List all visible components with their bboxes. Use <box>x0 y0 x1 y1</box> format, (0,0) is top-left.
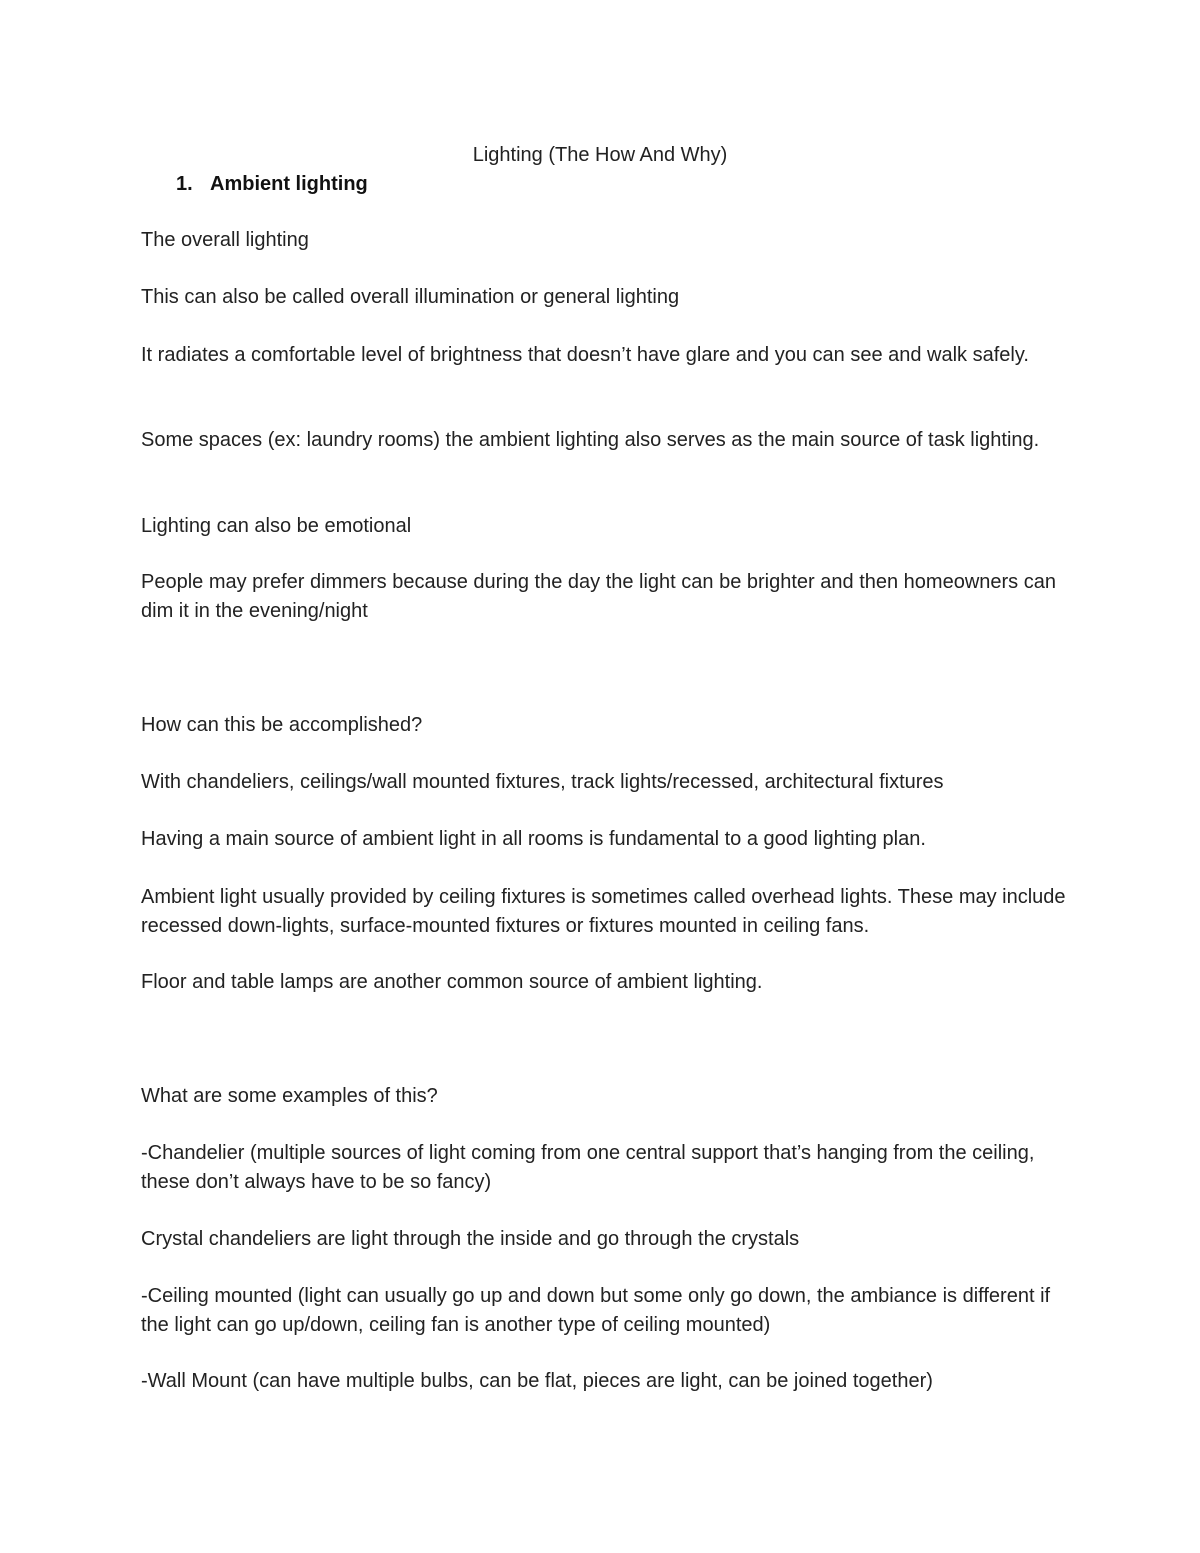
paragraph-crystal-chandeliers: Crystal chandeliers are light through the inside and go through the crystals <box>141 1228 800 1250</box>
paragraph-ceiling-mounted: -Ceiling mounted (light can usually go up and down but some only go down, the ambiance is different if the light can go up/down, ceiling fan is another type of ceiling mounted) <box>141 1285 1051 1336</box>
paragraph-floor-table-lamps: Floor and table lamps are another common source of ambient lighting. <box>141 971 763 993</box>
section-number: 1. <box>176 173 193 195</box>
paragraph-dimmers: People may prefer dimmers because during the day the light can be brighter and then homeowners can dim it in the evening/night <box>141 571 1056 622</box>
paragraph-main-source: Having a main source of ambient light in all rooms is fundamental to a good lighting plan. <box>141 828 926 850</box>
paragraph-emotional: Lighting can also be emotional <box>141 515 412 537</box>
paragraph-overhead-lights: Ambient light usually provided by ceiling fixtures is sometimes called overhead lights. These may include recessed down-lights, surface-mounted fixtures or fixtures mounted in ceiling fans. <box>141 886 1066 937</box>
paragraph-examples-question: What are some examples of this? <box>141 1085 438 1107</box>
section-heading <box>176 170 368 198</box>
document-title: Lighting (The How And Why) <box>472 144 728 166</box>
paragraph-how-accomplished: How can this be accomplished? <box>141 714 423 736</box>
paragraph-radiates: It radiates a comfortable level of brightness that doesn’t have glare and you can see and walk safely. <box>141 344 1029 366</box>
paragraph-also-called: This can also be called overall illumination or general lighting <box>141 286 680 308</box>
paragraph-overall-lighting: The overall lighting <box>141 229 309 251</box>
paragraph-chandelier: -Chandelier (multiple sources of light coming from one central support that’s hanging from the ceiling, these don’t always have to be so fancy) <box>141 1142 1035 1193</box>
paragraph-with-chandeliers: With chandeliers, ceilings/wall mounted fixtures, track lights/recessed, architectural fixtures <box>141 771 944 793</box>
paragraph-wall-mount: -Wall Mount (can have multiple bulbs, can be flat, pieces are light, can be joined together) <box>141 1370 933 1392</box>
section-heading-text: Ambient lighting <box>210 173 368 195</box>
paragraph-some-spaces: Some spaces (ex: laundry rooms) the ambient lighting also serves as the main source of task lighting. <box>141 429 1040 451</box>
